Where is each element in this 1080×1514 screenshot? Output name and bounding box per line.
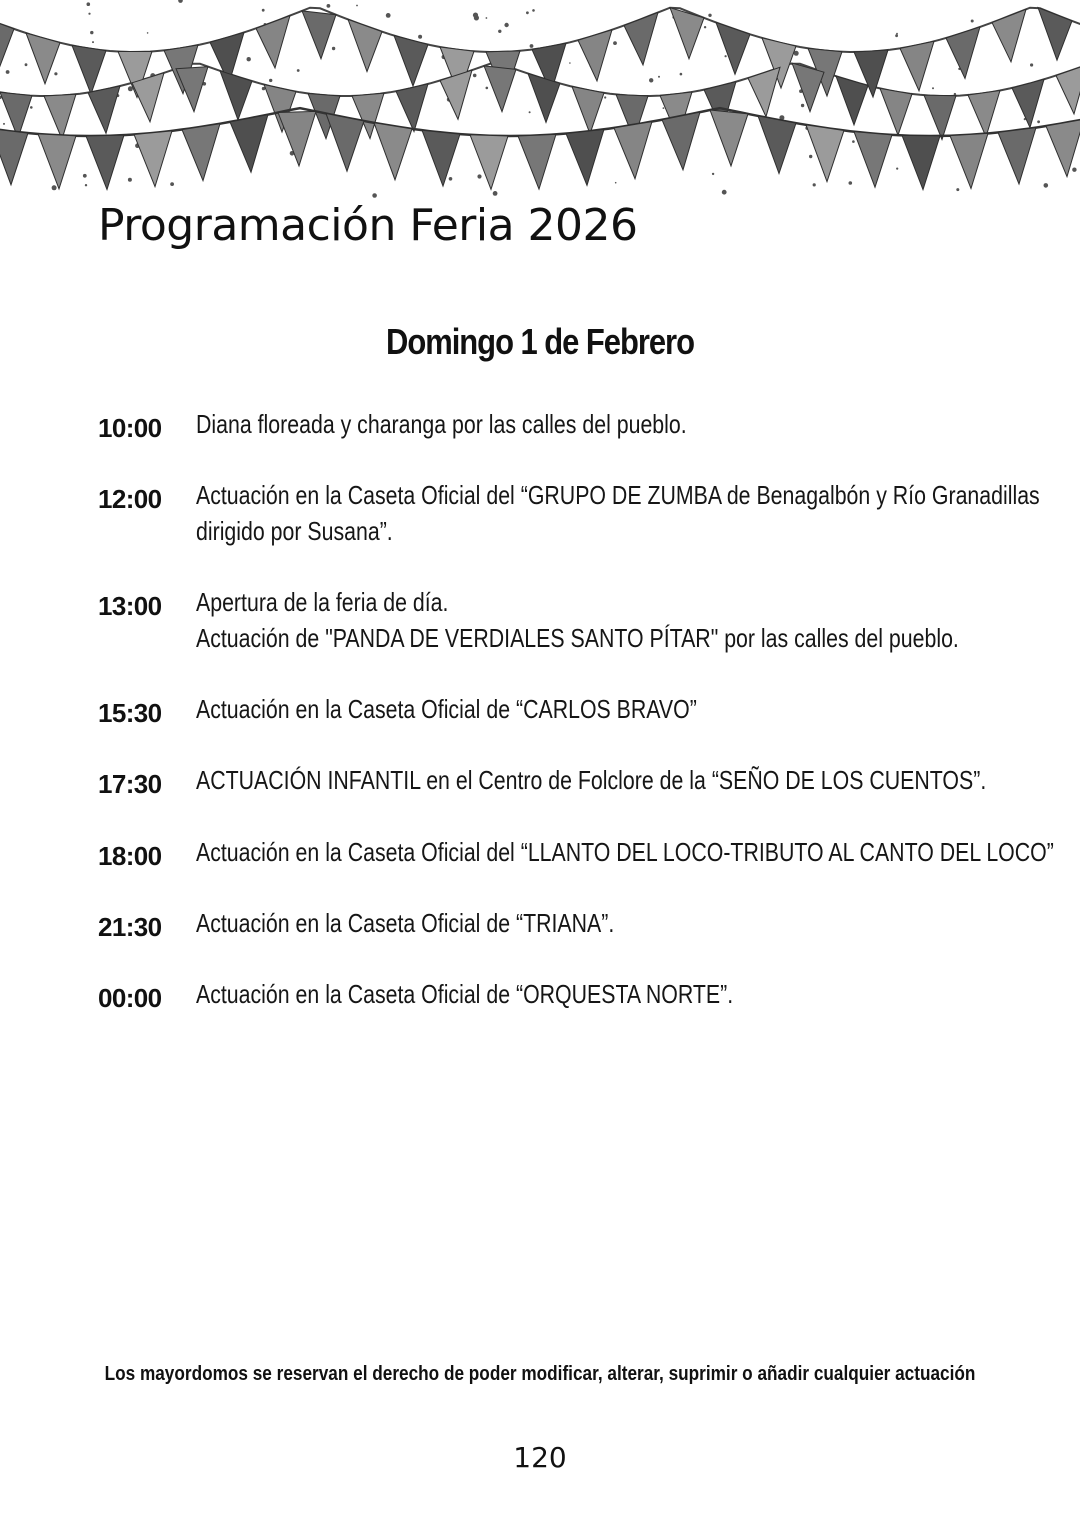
confetti-dot [615, 182, 617, 184]
event-description [196, 834, 1054, 870]
confetti-dot [418, 35, 422, 39]
confetti-dot [896, 168, 898, 170]
event-text: Actuación en la Caseta Oficial del “LLANTO DEL LOCO-TRIBUTO AL CANTO DEL LOCO” [196, 837, 1054, 867]
confetti-dot [178, 0, 183, 3]
event-row [98, 584, 998, 664]
pennant-flag [998, 128, 1036, 184]
confetti-dot [473, 74, 477, 78]
event-time: 12:00 [98, 484, 162, 514]
confetti-dot [1044, 183, 1049, 188]
pennant-flag [758, 116, 796, 174]
confetti-dot [52, 185, 57, 190]
pennant-flag [946, 27, 980, 79]
event-row [98, 976, 998, 1056]
confetti-dot [1030, 63, 1033, 66]
day-heading: Domingo 1 de Febrero [386, 321, 694, 362]
pennant-flag [968, 91, 1000, 137]
event-row [98, 834, 1054, 914]
confetti-dot [956, 188, 959, 191]
confetti-dot [852, 140, 855, 143]
confetti-dot [649, 78, 653, 82]
confetti-dot [504, 23, 508, 27]
pennant-flag [86, 135, 124, 189]
confetti-dot [722, 190, 727, 195]
confetti-dot [473, 13, 478, 18]
confetti-dot [971, 20, 974, 23]
confetti-dot [529, 111, 531, 113]
pennant-flag [880, 88, 912, 135]
confetti-dot [532, 9, 535, 12]
pennant-flag [1038, 8, 1072, 61]
confetti-dot [486, 87, 489, 90]
confetti-dot [54, 72, 57, 75]
confetti-dot [90, 31, 93, 34]
confetti-dot [25, 63, 28, 66]
pennant-flag [302, 11, 336, 59]
confetti-dot [92, 41, 94, 43]
pennant-flag [440, 70, 472, 119]
confetti-dot [932, 87, 934, 89]
pennant-flag [992, 9, 1026, 62]
pennant-flag [1012, 79, 1044, 127]
confetti-dot [569, 62, 571, 64]
event-time: 00:00 [98, 983, 162, 1013]
pennant-flag [792, 63, 824, 112]
event-row [98, 762, 998, 842]
pennant-flag [614, 122, 652, 179]
confetti-dot [486, 17, 488, 19]
confetti-dot [704, 26, 706, 28]
pennant-flag [950, 133, 988, 188]
pennant-flag [806, 125, 844, 182]
pennant-flag [0, 16, 14, 68]
bunting-garland-icon [0, 0, 1080, 200]
pennant-flag [348, 19, 382, 71]
pennant-flag [484, 66, 516, 112]
event-description [196, 691, 918, 727]
event-time: 21:30 [98, 912, 162, 942]
event-text: Apertura de la feria de día. [196, 587, 449, 617]
event-text: Actuación en la Caseta Oficial de “ORQUESTA NORTE”. [196, 979, 734, 1009]
pennant-flag [566, 129, 604, 185]
pennant-flag [374, 123, 412, 180]
confetti-dot [30, 106, 33, 109]
confetti-dot [604, 96, 606, 98]
confetti-dot [247, 57, 251, 61]
confetti-dot [849, 181, 853, 185]
confetti-dot [170, 182, 174, 186]
confetti-dot [1037, 120, 1040, 123]
confetti-dot [809, 155, 812, 158]
pennant-flag [394, 36, 428, 87]
confetti-dot [147, 32, 149, 34]
pennant-flag [72, 45, 106, 94]
pennant-flag [518, 134, 556, 189]
confetti-dot [83, 174, 87, 178]
pennant-flag [900, 41, 934, 91]
confetti-dot [262, 9, 265, 12]
page-title: Programación Feria 2026 [98, 200, 638, 251]
confetti-dot [708, 14, 711, 17]
confetti-dot [530, 44, 534, 48]
event-text: Actuación en la Caseta Oficial del “GRUPO DE ZUMBA de Benagalbón y Río Granadillas [196, 480, 1040, 510]
confetti-dot [386, 13, 391, 18]
confetti-dot [658, 76, 660, 78]
confetti-dot [3, 123, 5, 125]
pennant-flag [662, 112, 700, 170]
confetti-dot [680, 73, 683, 76]
confetti-dot [498, 30, 501, 33]
pennant-flag [1056, 64, 1080, 114]
pennant-flag [748, 67, 780, 116]
event-text: Actuación en la Caseta Oficial de “CARLOS BRAVO” [196, 694, 697, 724]
confetti-dot [813, 183, 816, 186]
event-time: 10:00 [98, 413, 162, 443]
confetti-dot [1072, 168, 1076, 172]
page-number: 120 [513, 1441, 567, 1474]
event-time: 18:00 [98, 841, 162, 871]
pennant-flag [924, 95, 956, 139]
event-description [196, 976, 918, 1012]
confetti-dot [663, 107, 665, 109]
confetti-dot [88, 13, 90, 15]
event-row [98, 406, 998, 486]
pennant-flag [572, 87, 604, 134]
event-time: 13:00 [98, 591, 162, 621]
event-text: Actuación de "PANDA DE VERDIALES SANTO PÍTAR" por las calles del pueblo. [196, 623, 959, 653]
pennant-flag [278, 111, 316, 166]
disclaimer-note: Los mayordomos se reservan el derecho de poder modificar, alterar, suprimir o añadir cualquier actuación [104, 1363, 976, 1385]
event-row [98, 905, 998, 985]
pennant-flag [326, 113, 364, 171]
confetti-dot [801, 104, 804, 107]
confetti-dot [712, 173, 714, 175]
pennant-flag [256, 16, 290, 68]
pennant-flag [88, 86, 120, 133]
event-description [196, 406, 918, 442]
confetti-dot [613, 41, 617, 45]
pennant-flag [854, 132, 892, 188]
pennant-flag [528, 74, 560, 123]
event-text: Actuación en la Caseta Oficial de “TRIANA”. [196, 908, 615, 938]
pennant-flag [220, 71, 252, 120]
event-description [196, 477, 1040, 549]
confetti-dot [128, 178, 132, 182]
event-text: Diana floreada y charanga por las calles del pueblo. [196, 409, 687, 439]
event-text: dirigido por Susana”. [196, 516, 393, 546]
pennant-flag [470, 135, 508, 190]
event-text: ACTUACIÓN INFANTIL en el Centro de Folclore de la “SEÑO DE LOS CUENTOS”. [196, 765, 987, 795]
event-description [196, 905, 918, 941]
confetti-dot [327, 4, 331, 8]
event-row [98, 691, 998, 771]
confetti-dot [725, 55, 727, 57]
pennant-flag [422, 130, 460, 186]
confetti-dot [85, 184, 87, 186]
pennant-flag [44, 94, 76, 139]
confetti-dot [297, 69, 300, 72]
event-time: 15:30 [98, 698, 162, 728]
pennant-flag [134, 131, 172, 187]
pennant-flag [624, 12, 658, 65]
pennant-flag [230, 115, 268, 173]
event-description [196, 762, 987, 798]
event-description [196, 584, 959, 656]
confetti-dot [449, 177, 453, 181]
confetti-dot [269, 79, 272, 82]
pennant-flag [38, 134, 76, 189]
confetti-dot [332, 47, 335, 50]
confetti-dot [356, 5, 358, 7]
event-row [98, 477, 1040, 557]
confetti-dot [895, 34, 898, 37]
confetti-dot [6, 70, 10, 74]
confetti-dot [526, 11, 529, 14]
pennant-flag [396, 84, 428, 132]
pennant-flag [182, 124, 220, 181]
pennant-flag [902, 135, 940, 189]
pennant-flag [578, 30, 612, 81]
confetti-dot [87, 2, 91, 6]
event-time: 17:30 [98, 769, 162, 799]
pennant-flag [0, 129, 28, 185]
pennant-flag [710, 110, 748, 166]
pennant-flag [716, 22, 750, 74]
confetti-dot [477, 174, 481, 178]
